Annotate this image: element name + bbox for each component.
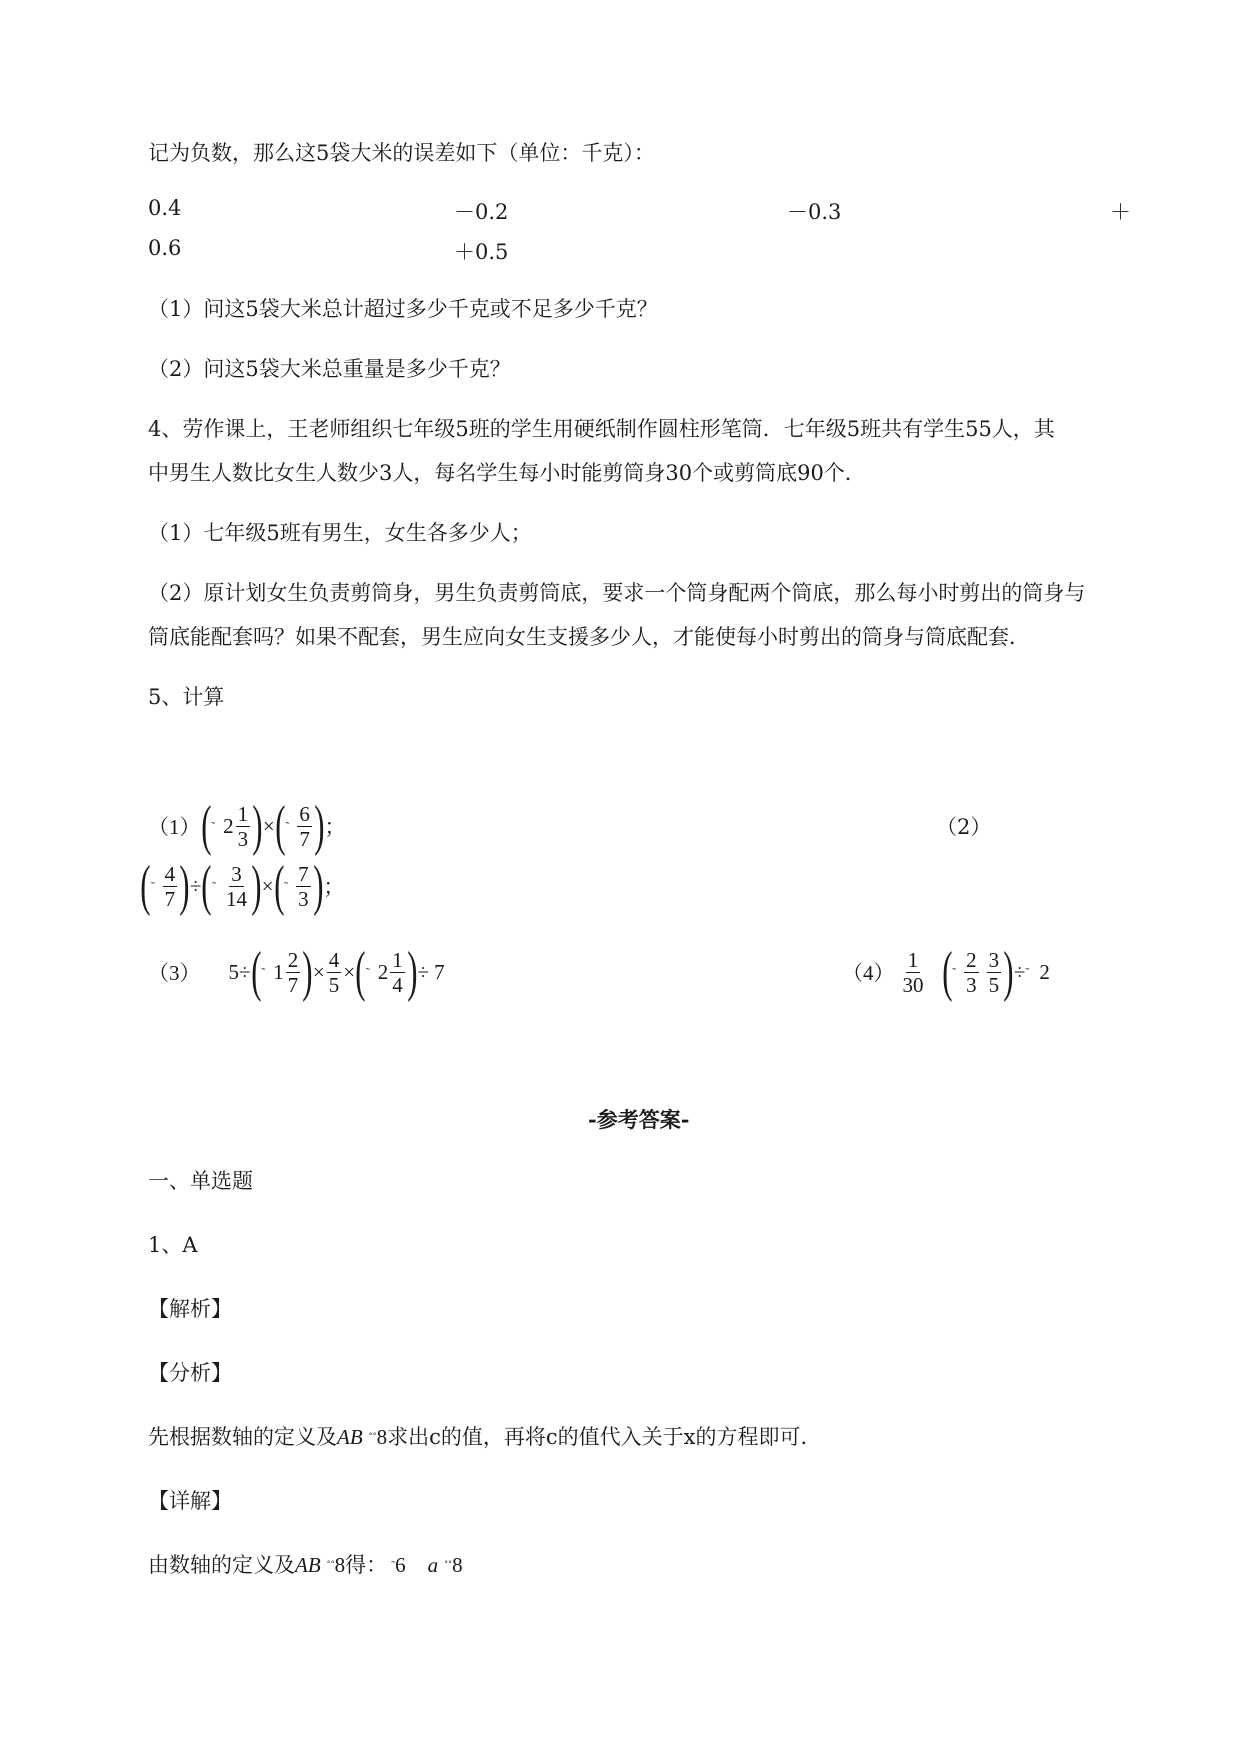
semicolon: ； bbox=[324, 815, 346, 839]
times-sign: × bbox=[343, 959, 356, 984]
ab-symbol: AB bbox=[295, 1553, 321, 1577]
question-3-part-1: （1）问这5袋大米总计超过多少千克或不足多少千克？ bbox=[148, 297, 658, 321]
semicolon: ； bbox=[323, 875, 345, 899]
paren-close: ) bbox=[1003, 941, 1014, 1003]
minus-mark: ˜ bbox=[285, 818, 290, 833]
paren-open: ( bbox=[140, 855, 151, 917]
six: 6 bbox=[395, 1553, 406, 1577]
error-value-4-sign: ＋ bbox=[1110, 200, 1131, 224]
mixed-whole: 2 bbox=[223, 813, 234, 838]
paren-close: ) bbox=[314, 795, 325, 857]
fraction: $\frac{1}{30}$ bbox=[902, 947, 924, 997]
equal-mark: ˚˚ bbox=[368, 1430, 377, 1444]
error-value-4: 0.6 bbox=[148, 236, 182, 260]
a-symbol: a bbox=[427, 1553, 439, 1577]
fraction: $\frac{4}{7}$ bbox=[164, 861, 176, 911]
minus-mark: ˜ bbox=[261, 964, 266, 979]
minus-mark: ˜ bbox=[211, 818, 216, 833]
equal-mark: ˚˚ bbox=[326, 1558, 335, 1572]
minus-mark: ˜ bbox=[1025, 964, 1030, 979]
tag-fenxi: 【分析】 bbox=[148, 1361, 232, 1385]
fraction: $\frac{3}{5}$ bbox=[988, 947, 1000, 997]
minus-mark: ˜ bbox=[150, 878, 155, 893]
calc-expression-3 bbox=[148, 941, 445, 1003]
minus-mark: ˜ bbox=[952, 964, 957, 979]
times-sign: × bbox=[262, 813, 275, 838]
divide-sign: ÷ bbox=[189, 873, 202, 898]
section-single-choice: 一、单选题 bbox=[148, 1169, 253, 1193]
paren-close: ) bbox=[406, 941, 418, 1003]
tag-xiangjie: 【详解】 bbox=[148, 1489, 232, 1513]
detail-pre: 由数轴的定义及 bbox=[148, 1553, 295, 1577]
error-value-2: －0.2 bbox=[454, 200, 509, 224]
calc-expression-1 bbox=[148, 795, 346, 857]
question-5-title: 5、计算 bbox=[148, 685, 225, 709]
paren-open: ( bbox=[274, 795, 286, 857]
equal-mark: ˚˚ bbox=[444, 1558, 453, 1572]
fraction: $\frac{1}{3}$ bbox=[237, 801, 249, 851]
question-4-part-1: （1）七年级5班有男生，女生各多少人； bbox=[148, 521, 532, 545]
tail-number: 2 bbox=[1039, 959, 1050, 984]
minus-mark: ˜ bbox=[212, 878, 216, 893]
mixed-whole: 1 bbox=[273, 959, 284, 984]
minus-mark: ˜ bbox=[391, 1558, 396, 1572]
question-4-line-2: 中男生人数比女生人数少3人，每名学生每小时能剪筒身30个或剪筒底90个． bbox=[148, 461, 866, 485]
paren-close: ) bbox=[302, 941, 313, 1003]
question-3-part-2: （2）问这5袋大米总重量是多少千克？ bbox=[148, 357, 511, 381]
error-value-3: －0.3 bbox=[787, 200, 842, 224]
times-sign: × bbox=[261, 873, 274, 898]
paren-open: ( bbox=[273, 855, 284, 917]
calc-label-3: （3） bbox=[148, 961, 201, 985]
eight: 8 bbox=[334, 1553, 346, 1577]
paren-close: ) bbox=[312, 855, 324, 917]
paren-open: ( bbox=[200, 795, 211, 857]
question-4-line-1: 4、劳作课上，王老师组织七年级5班的学生用硬纸制作圆柱形笔筒．七年级5班共有学生55人，其 bbox=[148, 417, 1055, 441]
eight: 8 bbox=[452, 1553, 463, 1577]
fraction: $\frac{3}{14}$ bbox=[226, 861, 247, 911]
fraction: $\frac{2}{7}$ bbox=[287, 947, 299, 997]
paren-open: ( bbox=[355, 941, 366, 1003]
calc-expression-4 bbox=[842, 941, 1050, 1003]
calc-label-4: （4） bbox=[842, 961, 895, 985]
error-value-5: ＋0.5 bbox=[454, 240, 509, 264]
tag-jiexi: 【解析】 bbox=[148, 1297, 232, 1321]
divide-sign: ÷ bbox=[1013, 959, 1026, 984]
analysis-mid: 求出c的值，再将c的值代入关于x的方程即可． bbox=[387, 1425, 822, 1449]
fraction: $\frac{6}{7}$ bbox=[299, 801, 310, 851]
paren-open: ( bbox=[250, 941, 261, 1003]
fraction: $\frac{2}{3}$ bbox=[966, 947, 977, 997]
answer-title: -参考答案- bbox=[588, 1107, 690, 1132]
error-value-1: 0.4 bbox=[148, 196, 182, 220]
mixed-whole: 2 bbox=[377, 959, 389, 984]
answer-1: 1、A bbox=[148, 1233, 198, 1257]
question-4-part-2-line-1: （2）原计划女生负责剪筒身，男生负责剪筒底，要求一个筒身配两个筒底，那么每小时剪出的筒身与 bbox=[148, 581, 1086, 605]
calc-label-1: （1） bbox=[148, 815, 201, 839]
ab-symbol: AB bbox=[337, 1425, 363, 1449]
lead-number: 5 bbox=[228, 959, 239, 984]
intro-line: 记为负数，那么这5袋大米的误差如下（单位：千克）： bbox=[148, 141, 655, 165]
tail-expression: ÷ 7 bbox=[417, 959, 445, 984]
eight: 8 bbox=[376, 1425, 388, 1449]
fraction: $\frac{7}{3}$ bbox=[298, 861, 309, 911]
paren-open: ( bbox=[941, 941, 952, 1003]
calc-label-2: （2） bbox=[936, 815, 992, 839]
minus-mark: ˜ bbox=[365, 964, 370, 979]
detail-line bbox=[148, 1550, 463, 1580]
detail-de: 得： bbox=[345, 1553, 388, 1577]
paren-close: ) bbox=[179, 855, 190, 917]
calc-expression-2 bbox=[140, 855, 345, 917]
paren-close: ) bbox=[251, 855, 262, 917]
analysis-line bbox=[148, 1422, 822, 1452]
fraction: $\frac{1}{4}$ bbox=[392, 947, 403, 997]
analysis-pre: 先根据数轴的定义及 bbox=[148, 1425, 337, 1449]
minus-mark: ˜ bbox=[284, 878, 289, 893]
question-4-part-2-line-2: 筒底能配套吗？如果不配套，男生应向女生支援多少人，才能使每小时剪出的筒身与筒底配套． bbox=[148, 625, 1030, 649]
fraction: $\frac{4}{5}$ bbox=[328, 947, 340, 997]
paren-close: ) bbox=[252, 795, 263, 857]
divide-sign: ÷ bbox=[239, 959, 251, 984]
times-sign: × bbox=[312, 959, 325, 984]
paren-open: ( bbox=[201, 855, 212, 917]
